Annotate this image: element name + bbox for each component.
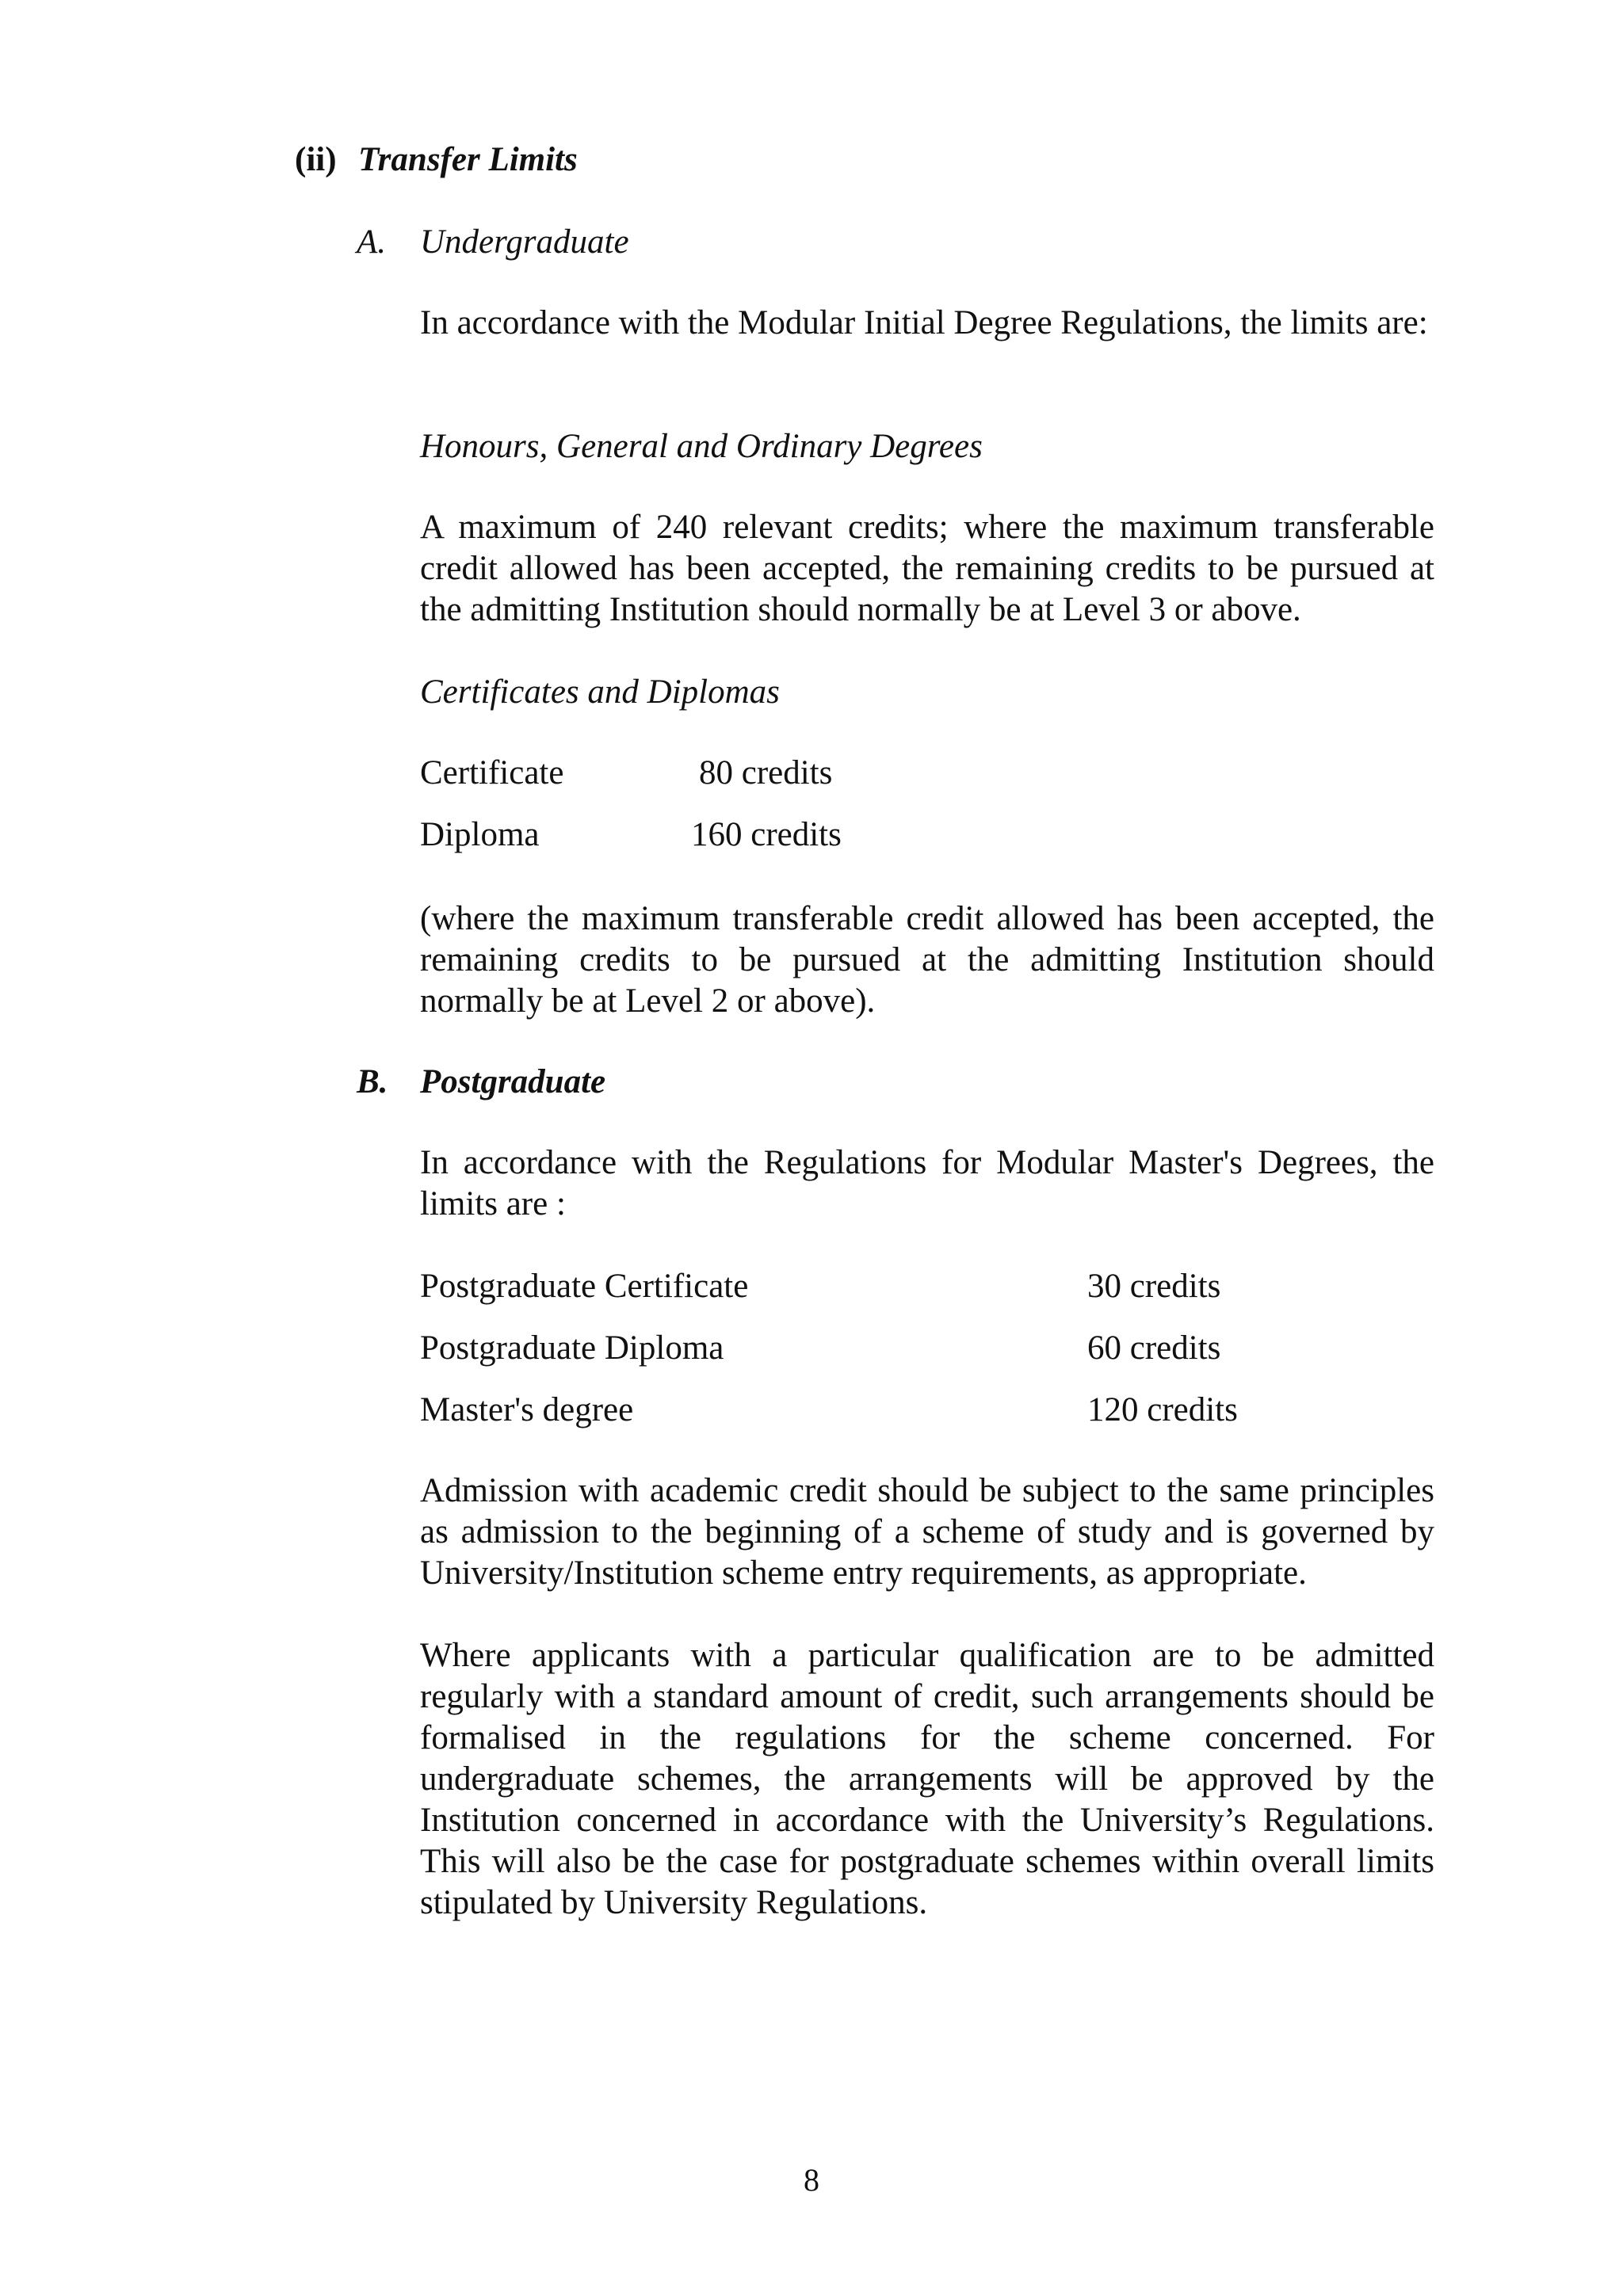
certificate-award: Certificate [420, 754, 564, 791]
section-number: (ii) [295, 141, 337, 178]
pg-certificate-award: Postgraduate Certificate [420, 1268, 749, 1305]
masters-award: Master's degree [420, 1391, 634, 1428]
certificate-credits: 80 credits [699, 754, 833, 791]
degrees-text: A maximum of 240 relevant credits; where the maximum transferable credit allowed has been accepted, the remaining credits to be pursued at the admitting Institution should normally be at Level 3 or above. [420, 509, 1434, 628]
pg-diploma-credits: 60 credits [1087, 1329, 1221, 1367]
section-title: Transfer Limits [358, 141, 578, 178]
postgraduate-heading: Postgraduate [420, 1063, 606, 1100]
arrangements-text: Where applicants with a particular qualification are to be admitted regularly with a standard amount of credit, such arrangements should be formalised in the regulations for the scheme concerned. For undergraduate schemes, the arrangements will be approved by the Institution concerned in accordance with the University’s Regulations. This will also be the case for postgraduate schemes within overall limits stipulated by University Regulations. [420, 1637, 1434, 1921]
pg-diploma-award: Postgraduate Diploma [420, 1329, 724, 1367]
postgraduate-intro: In accordance with the Regulations for Modular Master's Degrees, the limits are : [420, 1144, 1434, 1222]
postgraduate-letter: B. [357, 1063, 388, 1100]
page-number: 8 [804, 2162, 819, 2198]
admission-text: Admission with academic credit should be subject to the same principles as admission to the beginning of a scheme of study and is governed by University/Institution scheme entry requirements, as appropriate. [420, 1472, 1434, 1592]
undergraduate-note: (where the maximum transferable credit allowed has been accepted, the remaining credits to be pursued at the admitting Institution should normally be at Level 2 or above). [420, 900, 1434, 1020]
pg-certificate-credits: 30 credits [1087, 1268, 1221, 1305]
diploma-award: Diploma [420, 816, 540, 853]
degrees-heading: Honours, General and Ordinary Degrees [420, 428, 983, 465]
undergraduate-intro: In accordance with the Modular Initial Degree Regulations, the limits are: [420, 304, 1428, 341]
certificates-heading: Certificates and Diplomas [420, 673, 780, 711]
undergraduate-heading: Undergraduate [420, 223, 629, 261]
masters-credits: 120 credits [1087, 1391, 1238, 1428]
diploma-credits: 160 credits [691, 816, 842, 853]
undergraduate-letter: A. [357, 223, 387, 261]
